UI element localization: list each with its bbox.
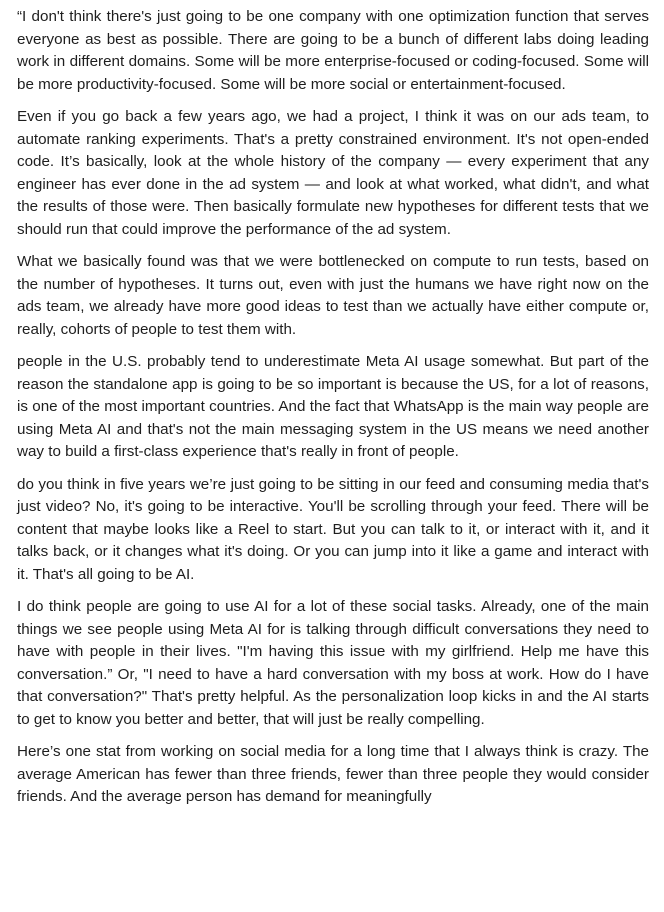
paragraph-7: Here’s one stat from working on social media for a long time that I always think is crazy. The average American has fewer than three friends, fewer than three people they would consider friends. And the average person has demand for meaningfully [17,743,649,805]
paragraph-6: I do think people are going to use AI for a lot of these social tasks. Already, one of the main things we see people using Meta AI for is talking through difficult conversations they need to have with people in their lives. "I'm having this issue with my girlfriend. Help me have this conversation.” Or, "I need to have a hard conversation with my boss at work. How do I have that conversation?" That's pretty helpful. As the personalization loop kicks in and the AI starts to get to know you better and better, that will just be really compelling. [17,598,649,728]
paragraph-4: people in the U.S. probably tend to underestimate Meta AI usage somewhat. But part of the reason the standalone app is going to be so important is because the US, for a lot of reasons, is one of the most important countries. And the fact that WhatsApp is the main way people are using Meta AI and that's not the main messaging system in the US means we need another way to build a first-class experience that's really in front of people. [17,353,649,460]
paragraph-3: What we basically found was that we were bottlenecked on compute to run tests, based on the number of hypotheses. It turns out, even with just the humans we have right now on the ads team, we already have more good ideas to test than we actually have either compute or, really, cohorts of people to test them with. [17,253,649,338]
paragraph-5: do you think in five years we’re just going to be sitting in our feed and consuming media that's just video? No, it's going to be interactive. You'll be scrolling through your feed. There will be content that maybe looks like a Reel to start. But you can talk to it, or interact with it, and it talks back, or it changes what it's doing. Or you can jump into it like a game and interact with it. That's all going to be AI. [17,475,649,583]
paragraph-2: Even if you go back a few years ago, we had a project, I think it was on our ads team, to automate ranking experiments. That's a pretty constrained environment. It's not open-ended code. It’s basically, look at the whole history of the company — every experiment that any engineer has ever done in the ad system — and look at what worked, what didn't, and what the results of those were. Then basically formulate new hypotheses for different tests that we should run that could improve the performance of the ad system. [17,108,649,238]
paragraph-1: “I don't think there's just going to be one company with one optimization function that serves everyone as best as possible. There are going to be a bunch of different labs doing leading work in different domains. Some will be more enterprise-focused or coding-focused. Some will be more productivity-focused. Some will be more social or entertainment-focused. [17,8,649,93]
